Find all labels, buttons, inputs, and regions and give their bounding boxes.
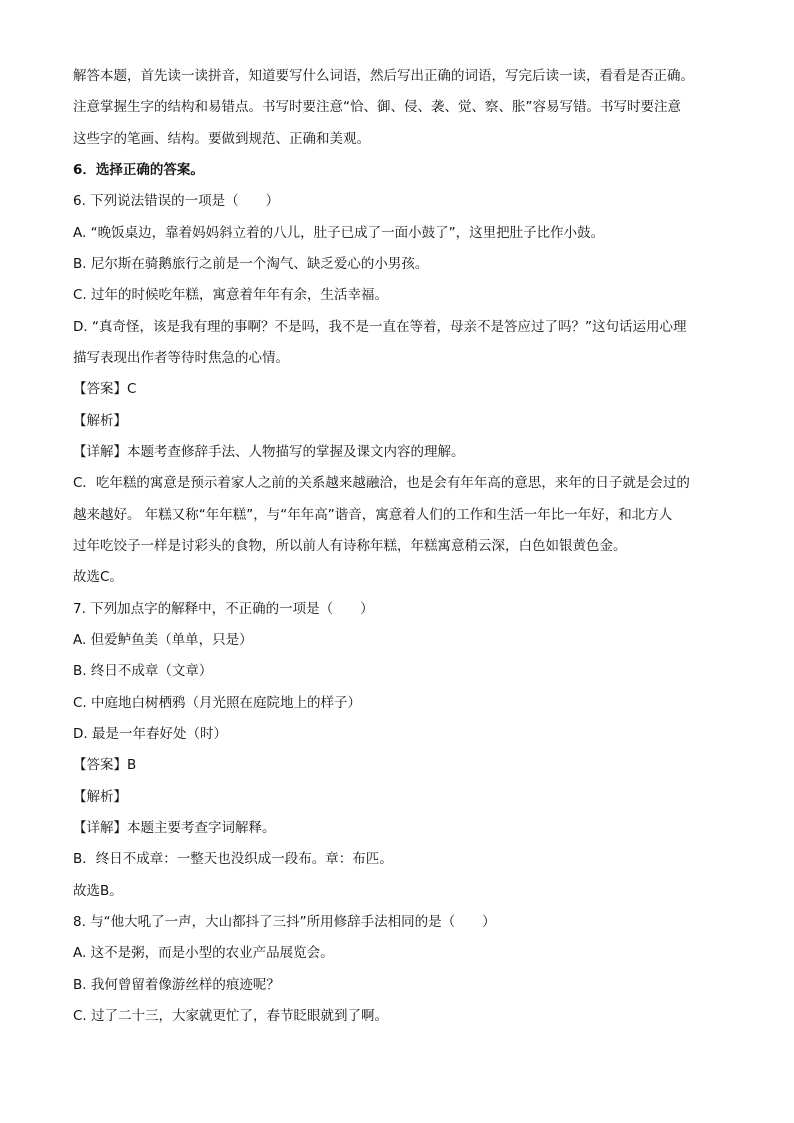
q8-option-b: B. 我何曾留着像游丝样的痕迹呢？ bbox=[73, 977, 280, 993]
explanation-line-1: 解答本题，首先读一读拼音，知道要写什么词语，然后写出正确的词语，写完后读一读，看看是否正确。 bbox=[73, 68, 694, 84]
q7-conclusion: 故选B。 bbox=[73, 883, 123, 899]
question-7: 7. 下列加点字的解释中，不正确的一项是（ ） bbox=[73, 601, 374, 617]
q7-option-c: C. 中庭地白树栖鸦（月光照在庭院地上的样子） bbox=[73, 695, 362, 711]
question-6: 6. 下列说法错误的一项是（ ） bbox=[73, 193, 280, 209]
q6-option-d-line-1: D. “真奇怪，该是我有理的事啊？不是吗，我不是一直在等着，母亲不是答应过了吗？”这句话运用心理 bbox=[73, 319, 687, 335]
section-heading: 6．选择正确的答案。 bbox=[73, 162, 204, 178]
q6-answer: 【答案】C bbox=[73, 381, 137, 397]
explanation-line-3: 这些字的笔画、结构。要做到规范、正确和美观。 bbox=[73, 131, 370, 147]
q6-detail-line-1: C．吃年糕的寓意是预示着家人之前的关系越来越融洽，也是会有年年高的意思，来年的日子就是会过的 bbox=[73, 475, 690, 491]
q8-option-a: A. 这不是粥，而是小型的农业产品展览会。 bbox=[73, 945, 334, 961]
q6-analysis-label: 【解析】 bbox=[73, 413, 127, 429]
q6-detail-intro: 【详解】本题考查修辞手法、人物描写的掌握及课文内容的理解。 bbox=[73, 444, 465, 460]
q8-option-c: C. 过了二十三，大家就更忙了，春节眨眼就到了啊。 bbox=[73, 1008, 389, 1024]
q6-option-b: B. 尼尔斯在骑鹅旅行之前是一个淘气、缺乏爱心的小男孩。 bbox=[73, 256, 429, 272]
q6-conclusion: 故选C。 bbox=[73, 569, 123, 585]
q6-detail-line-2: 越来越好。 年糕又称“年年糕”，与“年年高”谐音，寓意着人们的工作和生活一年比一年好，和北方人 bbox=[73, 507, 673, 523]
q7-analysis-label: 【解析】 bbox=[73, 789, 127, 805]
q6-option-c: C. 过年的时候吃年糕，寓意着年年有余，生活幸福。 bbox=[73, 287, 389, 303]
question-8: 8. 与“他大吼了一声，大山都抖了三抖”所用修辞手法相同的是（ ） bbox=[73, 914, 496, 930]
q7-detail-intro: 【详解】本题主要考查字词解释。 bbox=[73, 820, 276, 836]
q7-option-a: A. 但爱鲈鱼美（单单，只是） bbox=[73, 632, 253, 648]
q7-option-b: B. 终日不成章（文章） bbox=[73, 663, 213, 679]
explanation-line-2: 注意掌握生字的结构和易错点。书写时要注意“恰、御、侵、袭、觉、察、胀”容易写错。书写时要注意 bbox=[73, 99, 681, 115]
q6-detail-line-3: 过年吃饺子一样是讨彩头的食物，所以前人有诗称年糕，年糕寓意稍云深，白色如银黄色金。 bbox=[73, 538, 627, 554]
q7-option-d: D. 最是一年春好处（时） bbox=[73, 726, 227, 742]
q7-answer: 【答案】B bbox=[73, 757, 137, 773]
q7-detail-line-1: B．终日不成章：一整天也没织成一段布。章：布匹。 bbox=[73, 851, 393, 867]
q6-option-a: A. “晚饭桌边，靠着妈妈斜立着的八儿，肚子已成了一面小鼓了”，这里把肚子比作小鼓。 bbox=[73, 225, 605, 241]
q6-option-d-line-2: 描写表现出作者等待时焦急的心情。 bbox=[73, 350, 289, 366]
